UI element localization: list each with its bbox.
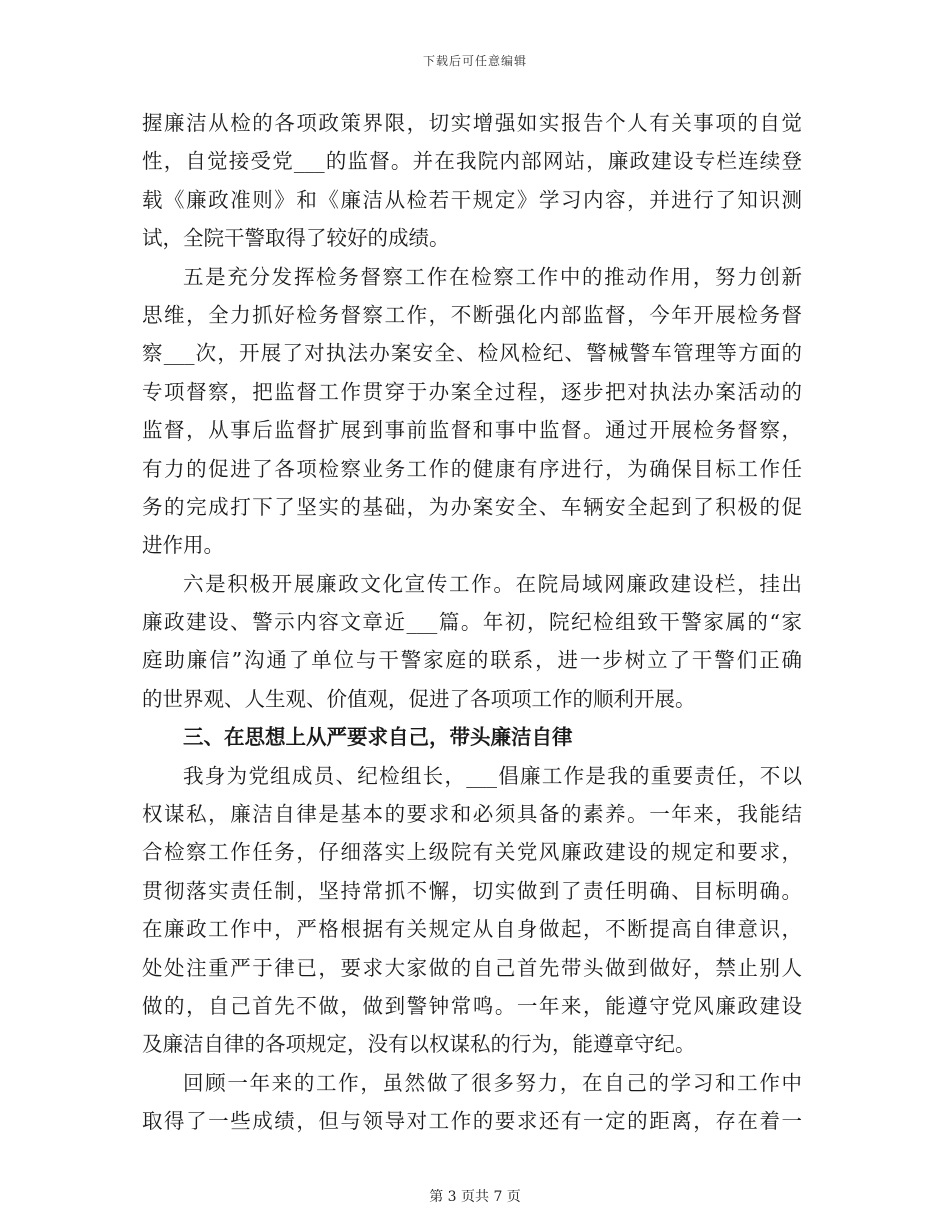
text-line: 及廉洁自律的各项规定，没有以权谋私的行为，能遵章守纪。 (142, 1032, 696, 1057)
text-line: 务的完成打下了坚实的基础，为办案安全、车辆安全起到了积极的促 (142, 494, 802, 519)
text-line: 廉政建设、警示内容文章近___篇。年初，院纪检组致干警家属的“家 (142, 610, 802, 635)
text-line: 载《廉政准则》和《廉洁从检若干规定》学习内容，并进行了知识测 (142, 187, 802, 212)
text-line: 有力的促进了各项检察业务工作的健康有序进行，为确保目标工作任 (142, 456, 802, 481)
text-line: 进作用。 (142, 533, 224, 558)
text-line: 我身为党组成员、纪检组长，___倡廉工作是我的重要责任，不以 (183, 763, 802, 788)
text-line: 回顾一年来的工作，虽然做了很多努力，在自己的学习和工作中 (183, 1070, 802, 1095)
text-line: 庭助廉信”沟通了单位与干警家庭的联系，进一步树立了干警们正确 (142, 648, 802, 673)
text-line: 监督，从事后监督扩展到事前监督和事中监督。通过开展检务督察， (142, 418, 802, 443)
text-line: 处处注重严于律已，要求大家做的自己首先带头做到做好，禁止别人 (142, 955, 802, 980)
text-line: 性，自觉接受党___的监督。并在我院内部网站，廉政建设专栏连续登 (142, 149, 802, 174)
document-body (142, 104, 802, 1141)
page-header: 下载后可任意编辑 (422, 54, 527, 68)
page-number-footer: 第 3 页共 7 页 (429, 1189, 521, 1205)
text-line: 贯彻落实责任制，坚持常抓不懈，切实做到了责任明确、目标明确。 (142, 878, 802, 903)
text-line: 试，全院干警取得了较好的成绩。 (142, 226, 450, 251)
text-line: 在廉政工作中，严格根据有关规定从自身做起，不断提高自律意识， (142, 917, 802, 942)
text-line: 察___次，开展了对执法办案安全、检风检纪、警械警车管理等方面的 (142, 341, 802, 366)
text-line: 取得了一些成绩，但与领导对工作的要求还有一定的距离，存在着一 (142, 1109, 802, 1134)
text-line: 做的，自己首先不做，做到警钟常鸣。一年来，能遵守党风廉政建设 (142, 993, 802, 1018)
text-line: 专项督察，把监督工作贯穿于办案全过程，逐步把对执法办案活动的 (142, 379, 802, 404)
section-heading: 三、在思想上从严要求自己，带头廉洁自律 (183, 725, 573, 750)
text-line: 五是充分发挥检务督察工作在检察工作中的推动作用，努力创新 (183, 264, 802, 289)
text-line: 权谋私，廉洁自律是基本的要求和必须具备的素养。一年来，我能结 (142, 802, 802, 827)
text-line: 合检察工作任务，仔细落实上级院有关党风廉政建设的规定和要求， (142, 840, 802, 865)
text-line: 六是积极开展廉政文化宣传工作。在院局域网廉政建设栏，挂出 (183, 571, 802, 596)
text-line: 握廉洁从检的各项政策界限，切实增强如实报告个人有关事项的自觉 (142, 111, 802, 135)
text-line: 的世界观、人生观、价值观，促进了各项项工作的顺利开展。 (142, 686, 696, 711)
text-line: 思维，全力抓好检务督察工作，不断强化内部监督，今年开展检务督 (142, 302, 802, 327)
